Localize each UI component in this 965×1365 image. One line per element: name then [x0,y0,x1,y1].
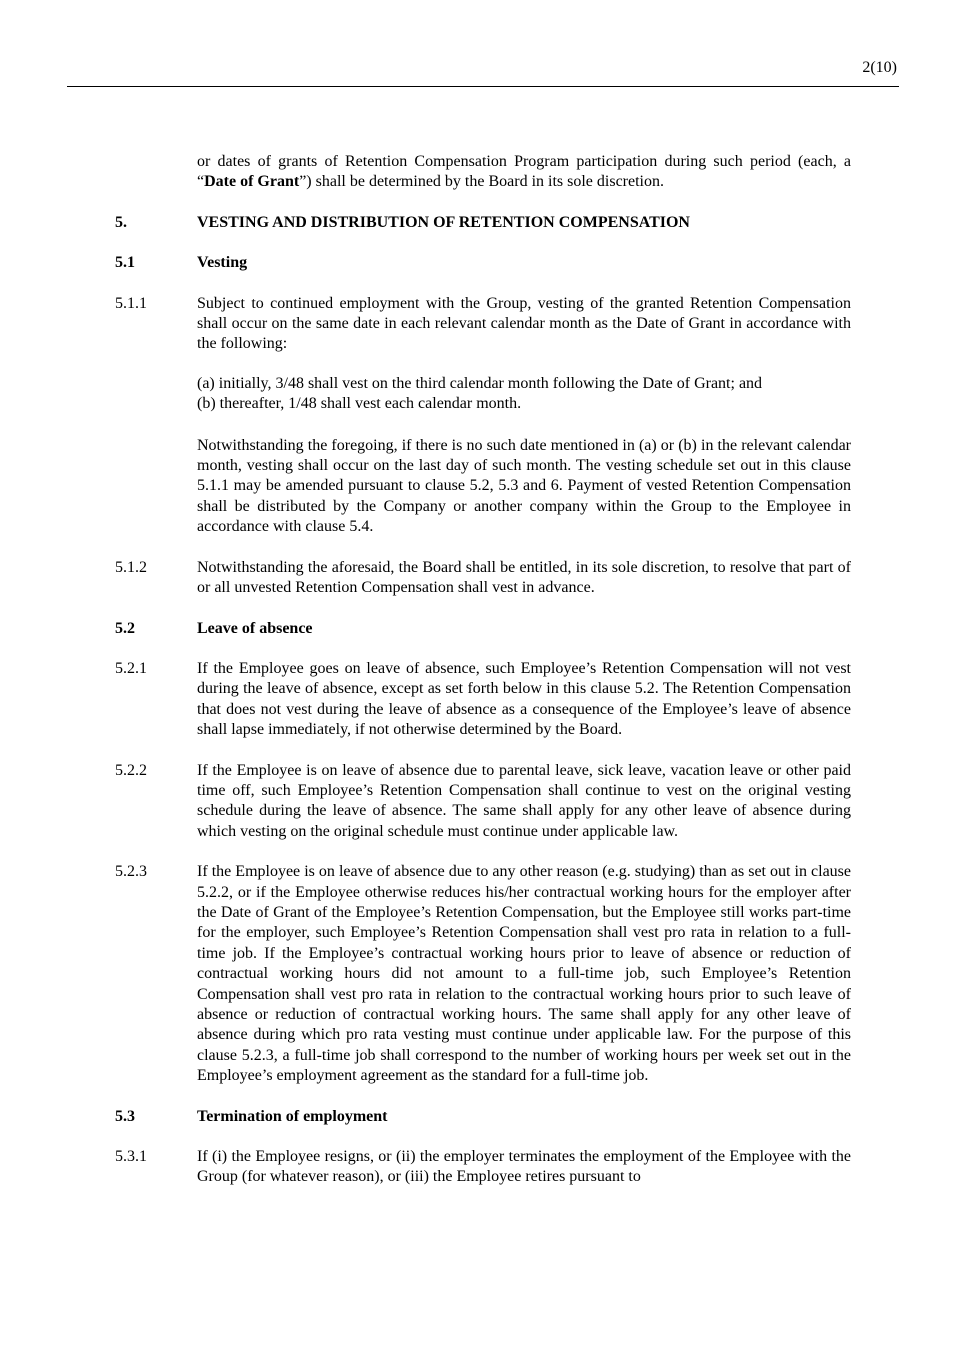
section-5-2-heading [115,619,851,639]
clause-5-1-1-number: 5.1.1 [115,294,147,312]
section-5-heading [115,213,851,233]
clause-5-1-2-number: 5.1.2 [115,558,147,576]
section-5-3-number: 5.3 [115,1107,135,1125]
section-5-2-number: 5.2 [115,619,135,637]
clause-5-3-1 [115,1147,851,1188]
clause-5-1-1-item-b: (b) thereafter, 1/48 shall vest each calendar month. [197,395,522,413]
intro-row [115,152,851,193]
clause-5-2-1 [115,659,851,741]
intro-text-before: or dates of grants of Retention Compensation Program participation during such period (each, a “ [197,153,851,191]
clause-5-1-1 [115,294,851,538]
clause-5-1-1-text: Subject to continued employment with the Group, vesting of the granted Retention Compensation shall occur on the same date in each relevant calendar month as the Date of Grant in accordance with the following: [197,294,851,353]
clause-5-2-3 [115,862,851,1086]
section-5-1-number: 5.1 [115,254,135,272]
defined-term-date-of-grant: Date of Grant [204,173,300,191]
section-5-number: 5. [115,213,127,231]
clause-5-2-1-number: 5.2.1 [115,659,147,677]
clause-5-2-2-text: If the Employee is on leave of absence due to parental leave, sick leave, vacation leave or other paid time off, such Employee’s Retention Compensation shall continue to vest on the original vesting schedule during the leave of absence. The same shall apply for any other leave of absence during which vesting on the original schedule must continue under applicable law. [197,761,851,840]
clause-5-1-1-notwithstanding: Notwithstanding the foregoing, if there is no such date mentioned in (a) or (b) in the relevant calendar month, vesting shall occur on the last day of such month. The vesting schedule set out in this clause 5.1.1 may be amended pursuant to clause 5.2, 5.3 and 6. Payment of vested Retention Compensation shall be distributed by the Company or another company within the Group to the Employee in accordance with clause 5.4. [197,436,851,536]
intro-paragraph [197,152,851,193]
header-divider [67,86,899,87]
clause-5-3-1-number: 5.3.1 [115,1148,147,1166]
clause-5-1-2 [115,558,851,599]
intro-text-after: ”) shall be determined by the Board in its sole discretion. [299,173,664,191]
clause-5-2-3-number: 5.2.3 [115,863,147,881]
clause-5-2-2 [115,761,851,843]
section-5-3-heading [115,1107,851,1127]
clause-5-1-1-item-a: (a) initially, 3/48 shall vest on the third calendar month following the Date of Grant; and [197,374,763,392]
section-5-2-title: Leave of absence [197,619,313,637]
clause-5-3-1-text: If (i) the Employee resigns, or (ii) the employer terminates the employment of the Employee with the Group (for whatever reason), or (iii) the Employee retires pursuant to [197,1148,851,1186]
page-number: 2(10) [862,59,897,76]
clause-5-2-3-text: If the Employee is on leave of absence due to any other reason (e.g. studying) than as set out in clause 5.2.2, or if the Employee otherwise reduces his/her contractual working hours for the employer after the Date of Grant of the Employee’s Retention Compensation, but the Employee still works part-time for the employer, such Employee’s Retention Compensation shall vest pro rata in relation to a full-time job. If the Employee’s contractual working hours prior to leave of absence or reduction of contractual working hours did not amount to a full-time job, such Employee’s Retention Compensation shall vest pro rata in relation to the contractual working hours prior to such leave of absence or reduction of contractual working hours. The same shall apply for any other leave of absence during which pro rata vesting must continue under applicable law. For the purpose of this clause 5.2.3, a full-time job shall correspond to the number of working hours per week set out in the Employee’s employment agreement as the standard for a full-time job. [197,863,851,1085]
section-5-title: VESTING AND DISTRIBUTION OF RETENTION COMPENSATION [197,213,690,231]
clause-5-1-2-text: Notwithstanding the aforesaid, the Board shall be entitled, in its sole discretion, to resolve that part of or all unvested Retention Compensation shall vest in advance. [197,558,851,597]
section-5-1-heading [115,253,851,273]
clause-5-2-1-text: If the Employee goes on leave of absence, such Employee’s Retention Compensation will not vest during the leave of absence, except as set forth below in this clause 5.2. The Retention Compensation that does not vest during the leave of absence as a consequence of the Employee’s leave of absence shall lapse immediately, if not otherwise determined by the Board. [197,659,851,739]
section-5-3-title: Termination of employment [197,1107,388,1125]
document-body [115,152,851,1188]
section-5-1-title: Vesting [197,254,248,272]
clause-5-2-2-number: 5.2.2 [115,761,147,779]
